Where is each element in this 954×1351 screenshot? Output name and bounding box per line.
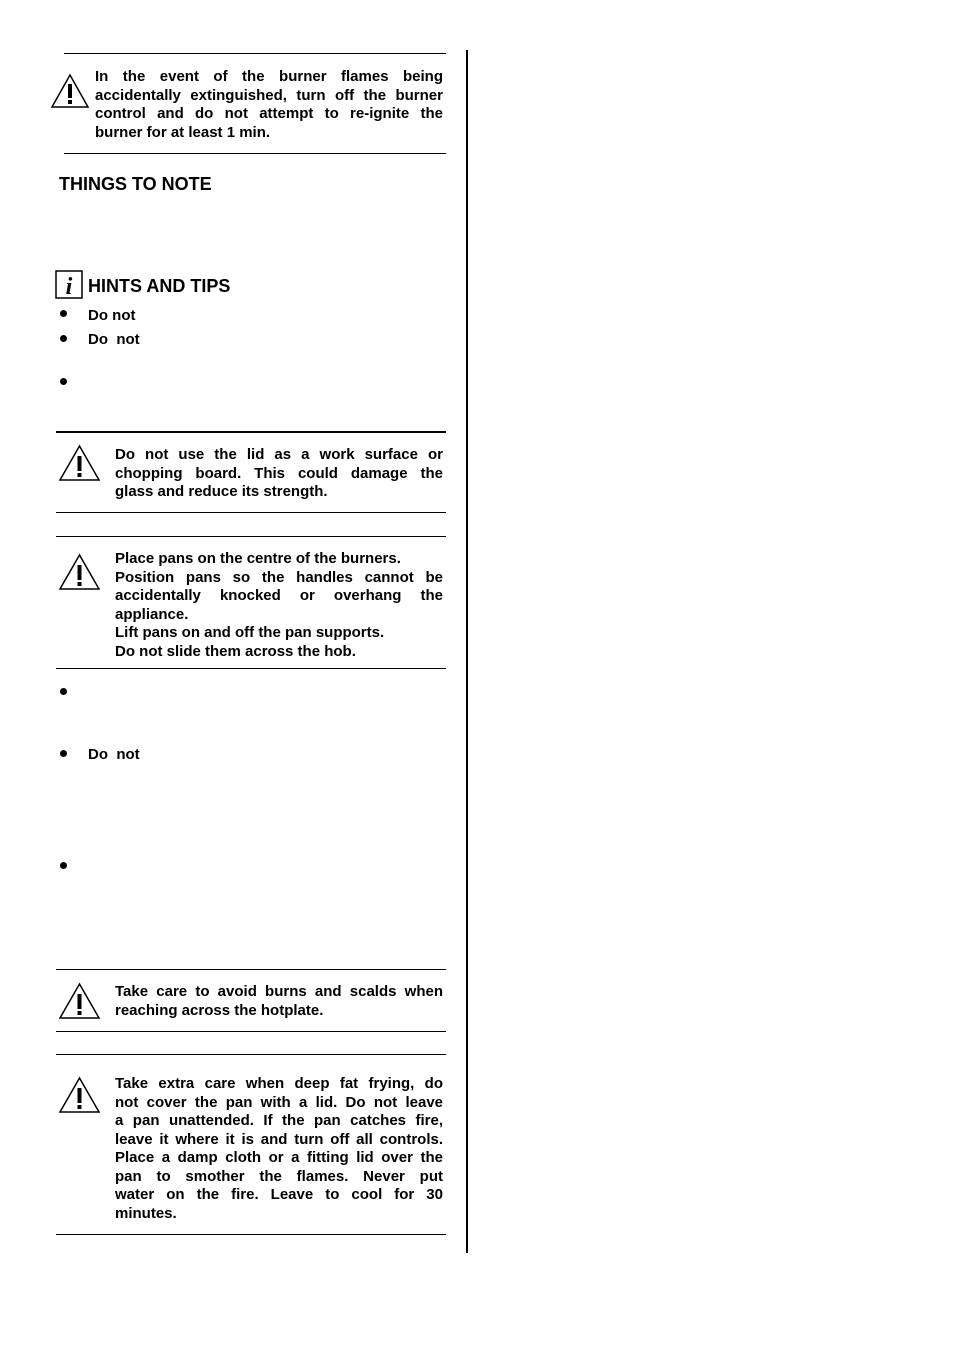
warning-line: Place a damp cloth or a fitting lid over the: [115, 1149, 443, 1166]
bullet-text: Do not: [88, 331, 140, 348]
warning-flame-out-text: [95, 68, 443, 142]
bullet-dot: [60, 862, 67, 869]
svg-text:i: i: [65, 274, 73, 299]
bullet-dot: [60, 310, 67, 317]
warning-line: appliance.: [115, 605, 189, 623]
warning-line: Do not use the lid as a work surface or: [115, 446, 443, 463]
warning-line: Lift pans on and off the pan supports.: [115, 624, 385, 641]
warning-line: Place pans on the centre of the burners.: [115, 550, 401, 567]
bullet-text: Do not: [88, 307, 136, 324]
warning-line: Do not slide them across the hob.: [115, 642, 356, 660]
bullet-dot: [60, 750, 67, 757]
warning-line: pan to smother the flames. Never put: [115, 1167, 443, 1185]
divider: [56, 512, 446, 513]
warning-triangle-icon: [58, 982, 101, 1020]
warning-triangle-icon: [58, 444, 101, 482]
warning-triangle-icon: [58, 1076, 101, 1114]
warning-line: accidentally knocked or overhang the: [115, 587, 443, 604]
divider: [56, 668, 446, 669]
warning-line: not cover the pan with a lid. Do not leave: [115, 1093, 443, 1111]
warning-line: Position pans so the handles cannot be: [115, 568, 443, 586]
divider: [56, 1031, 446, 1032]
warning-line: a pan unattended. If the pan catches fire,: [115, 1112, 443, 1129]
warning-line: In the event of the burner flames being: [95, 68, 443, 85]
warning-line: glass and reduce its strength.: [115, 483, 328, 500]
warning-line: control and do not attempt to re-ignite the: [95, 105, 443, 122]
bullet-dot: [60, 378, 67, 385]
warning-triangle-icon: [50, 73, 90, 109]
warning-lid-text: [115, 446, 443, 502]
things-to-note-heading: THINGS TO NOTE: [59, 174, 212, 194]
divider: [64, 153, 446, 154]
warning-line: chopping board. This could damage the: [115, 464, 443, 482]
warning-line: water on the fire. Leave to cool for 30: [115, 1186, 443, 1203]
warning-line: leave it where it is and turn off all controls.: [115, 1130, 443, 1148]
divider: [56, 969, 446, 970]
hints-and-tips-heading: HINTS AND TIPS: [88, 276, 231, 296]
warning-line: Take care to avoid burns and scalds when: [115, 983, 443, 1000]
warning-burns-text: [115, 983, 443, 1020]
warning-line: Take extra care when deep fat frying, do: [115, 1075, 443, 1092]
divider: [64, 53, 446, 54]
warning-line: accidentally extinguished, turn off the burner: [95, 86, 443, 104]
divider: [56, 1054, 446, 1055]
bullet-text: Do not: [88, 746, 140, 763]
info-i-icon: [55, 270, 83, 299]
divider: [56, 536, 446, 537]
warning-line: minutes.: [115, 1204, 177, 1222]
warning-triangle-icon: [58, 553, 101, 591]
column-divider: [466, 50, 468, 1253]
warning-deep-fat-text: [115, 1075, 443, 1223]
warning-line: burner for at least 1 min.: [95, 123, 271, 141]
bullet-dot: [60, 688, 67, 695]
bullet-dot: [60, 335, 67, 342]
warning-pans-text: [115, 550, 443, 661]
warning-line: reaching across the hotplate.: [115, 1001, 324, 1019]
divider: [56, 431, 446, 433]
divider: [56, 1234, 446, 1235]
